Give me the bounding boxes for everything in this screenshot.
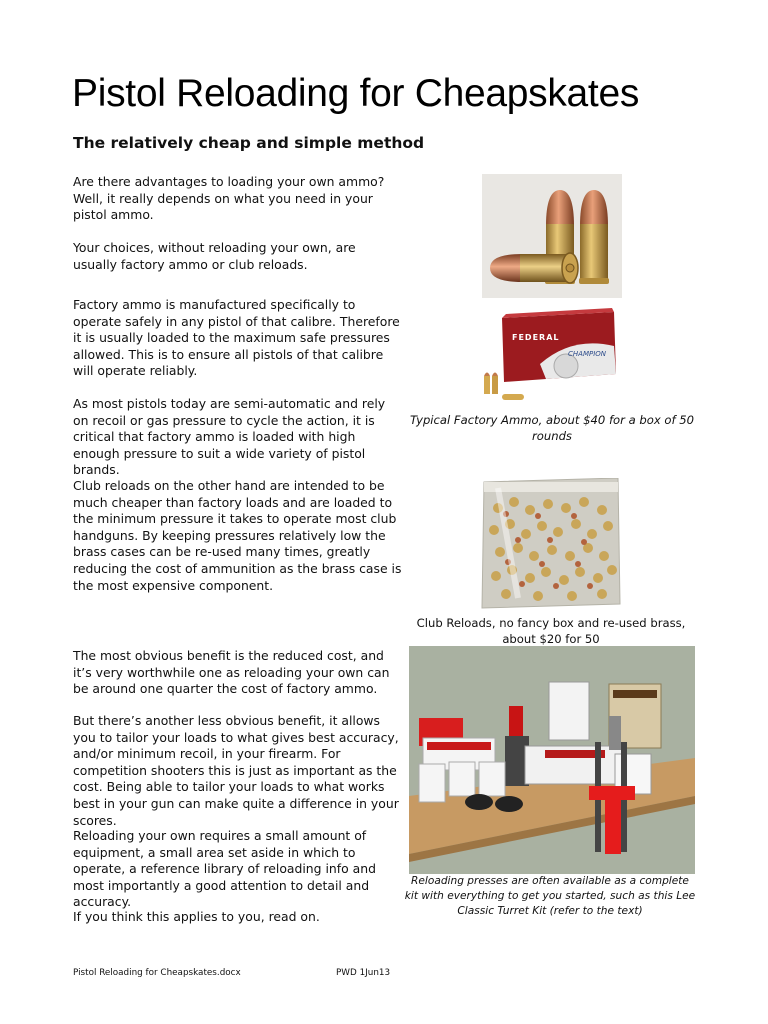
reloading-press-caption: Reloading presses are often available as a complete kit with everything to get you started, such as this Lee Classic Turret Kit (refer to the text) — [404, 875, 696, 917]
club-reloads-caption: Club Reloads, no fancy box and re-used brass, about $20 for 50 — [416, 616, 686, 646]
paragraph-9: If you think this applies to you, read on. — [73, 909, 320, 924]
factory-ammo-box-photo — [476, 306, 626, 406]
paragraph-6: The most obvious benefit is the reduced cost, and it’s very worthwhile one as reloading your own can be around one quarter the cost of factory ammo. — [73, 648, 390, 697]
paragraph-1: Are there advantages to loading your own ammo? Well, it really depends on what you need in your pistol ammo. — [73, 174, 385, 223]
paragraph-3: Factory ammo is manufactured specifically to operate safely in any pistol of that calibre. Therefore it is usually loaded to the maximum safe pressures allowed. This is to ensure all pistols of that calibre will operate reliably. — [73, 297, 400, 379]
box-line-label: CHAMPION — [568, 350, 607, 358]
paragraph-2: Your choices, without reloading your own, are usually factory ammo or club reloads. — [73, 240, 356, 272]
footer-filename: Pistol Reloading for Cheapskates.docx — [73, 968, 241, 978]
footer-stamp: PWD 1Jun13 — [336, 968, 391, 978]
cartridges-photo — [482, 174, 622, 298]
club-reloads-bag-photo — [478, 478, 626, 610]
reloading-press-kit-photo — [409, 646, 695, 874]
paragraph-8: Reloading your own requires a small amount of equipment, a small area set aside in which to operate, a reference library of reloading info and most importantly a good attention to detail and accuracy. — [73, 828, 376, 910]
paragraph-7: But there’s another less obvious benefit, it allows you to tailor your loads to what gives best accuracy, and/or minimum recoil, in your firearm. For competition shooters this is just as important as the cost. Being able to tailor your loads to what works best in your gun can make quite a difference in your scores. — [73, 713, 399, 828]
box-brand-label: FEDERAL — [512, 333, 560, 342]
paragraph-5: Club reloads on the other hand are intended to be much cheaper than factory loads and are loaded to the minimum pressure it takes to operate most club handguns. By keeping pressures relatively low the brass cases can be re-used many times, greatly reducing the cost of ammunition as the brass case is the most expensive component. — [73, 478, 402, 593]
factory-ammo-caption: Typical Factory Ammo, about $40 for a box of 50 rounds — [410, 413, 694, 443]
page-subtitle: The relatively cheap and simple method — [73, 134, 425, 152]
page-title: Pistol Reloading for Cheapskates — [72, 72, 640, 115]
paragraph-4: As most pistols today are semi-automatic and rely on recoil or gas pressure to cycle the action, it is critical that factory ammo is loaded with high enough pressure to suit a wide variety of pistol brands. — [73, 396, 386, 478]
